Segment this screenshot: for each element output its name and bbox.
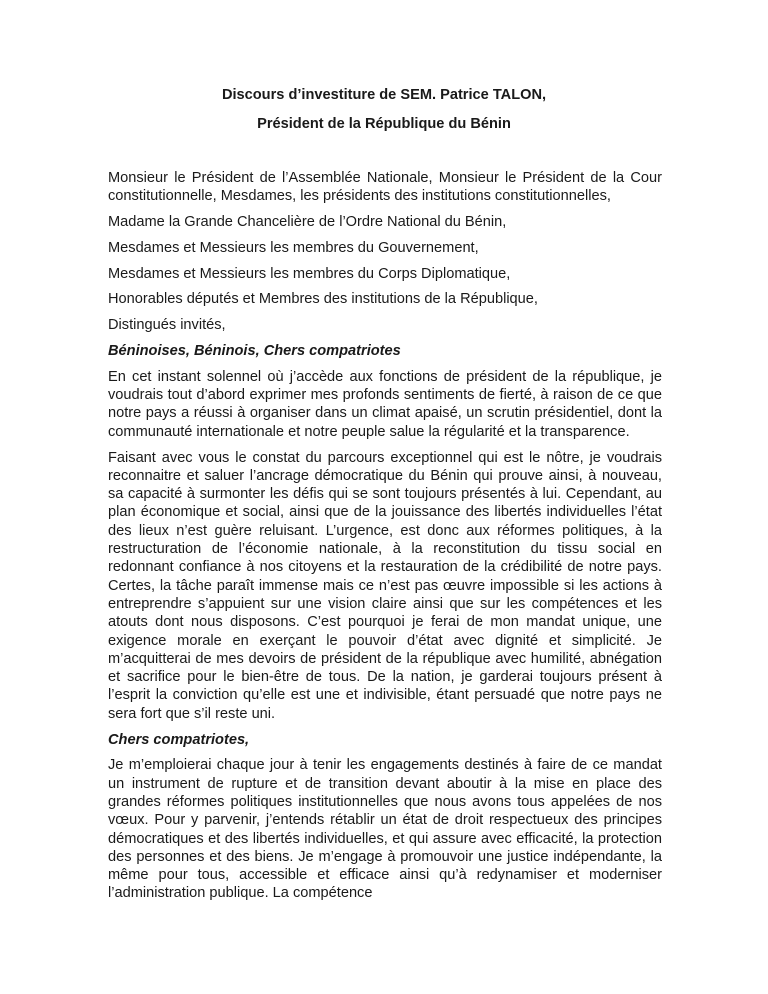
body-paragraph: Faisant avec vous le constat du parcours exceptionnel qui est le nôtre, je voudrais reconnaitre et saluer l’ancrage démocratique du Bénin qui prouve ainsi, à nouveau, sa capacité à surmonter les défis qui se sont toujours présentés à lui. Cependant, au plan économique et social, ainsi que de la jouissance des libertés individuelles l’état des lieux n’est guère reluisant. L’urgence, est donc aux réformes politiques, à la restructuration de l’économie nationale, à la reconstitution du tissu social en redonnant confiance à nos citoyens et la restauration de la crédibilité de notre pays. Certes, la tâche paraît immense mais ce n’est pas œuvre impossible si les actions à entreprendre s’appuient sur une vision claire ainsi que sur les compétences et les atouts dont nous disposons. C’est pourquoi je ferai de mon mandat unique, une exigence morale en exerçant le pouvoir d’état avec dignité et simplicité. Je m’acquitterai de mes devoirs de président de la république avec humilité, abnégation et sacrifice pour le bien-être de tous. De la nation, je garderai toujours présent à l’esprit la conviction qu’elle est une et indivisible, étant persuadé que notre pays ne sera fort que s’il reste uni. xyxy=(108,449,662,722)
title-line-1: Discours d’investiture de SEM. Patrice TALON, xyxy=(221,87,547,103)
document-title xyxy=(0,85,768,143)
document-body xyxy=(108,169,662,910)
salutation-line: Mesdames et Messieurs les membres du Gouvernement, xyxy=(108,239,479,256)
salutation-line: Honorables députés et Membres des institutions de la République, xyxy=(108,291,538,308)
salutation-line: Distingués invités, xyxy=(108,317,226,334)
salutation-line: Madame la Grande Chancelière de l’Ordre National du Bénin, xyxy=(108,214,507,231)
title-line-2: Président de la République du Bénin xyxy=(257,116,511,132)
section-heading: Chers compatriotes, xyxy=(108,731,250,748)
section-heading: Béninoises, Béninois, Chers compatriotes xyxy=(108,343,401,360)
body-paragraph: Je m’emploierai chaque jour à tenir les engagements destinés à faire de ce mandat un instrument de rupture et de transition devant aboutir à la mise en place des grandes réformes politiques institutionnelles que nous avons tous appelées de nos vœux. Pour y parvenir, j’entends rétablir un état de droit respectueux des principes démocratiques et des libertés individuelles, et qui assure avec efficacité, la protection des personnes et des biens. Je m’engage à promouvoir une justice indépendante, la même pour tous, accessible et efficace ainsi qu’à redynamiser et moderniser l’administration publique. La compétence xyxy=(108,757,662,902)
salutation-paragraph: Monsieur le Président de l’Assemblée Nationale, Monsieur le Président de la Cour constitutionnelle, Mesdames, les présidents des institutions constitutionnelles, xyxy=(108,170,662,205)
salutation-line: Mesdames et Messieurs les membres du Corps Diplomatique, xyxy=(108,265,511,282)
body-paragraph: En cet instant solennel où j’accède aux fonctions de président de la république, je voudrais tout d’abord exprimer mes profonds sentiments de fierté, à raison de ce que notre pays a réussi à organiser dans un climat apaisé, un scrutin présidentiel, dont la communauté internationale et notre peuple salue la régularité et la transparence. xyxy=(108,368,662,440)
